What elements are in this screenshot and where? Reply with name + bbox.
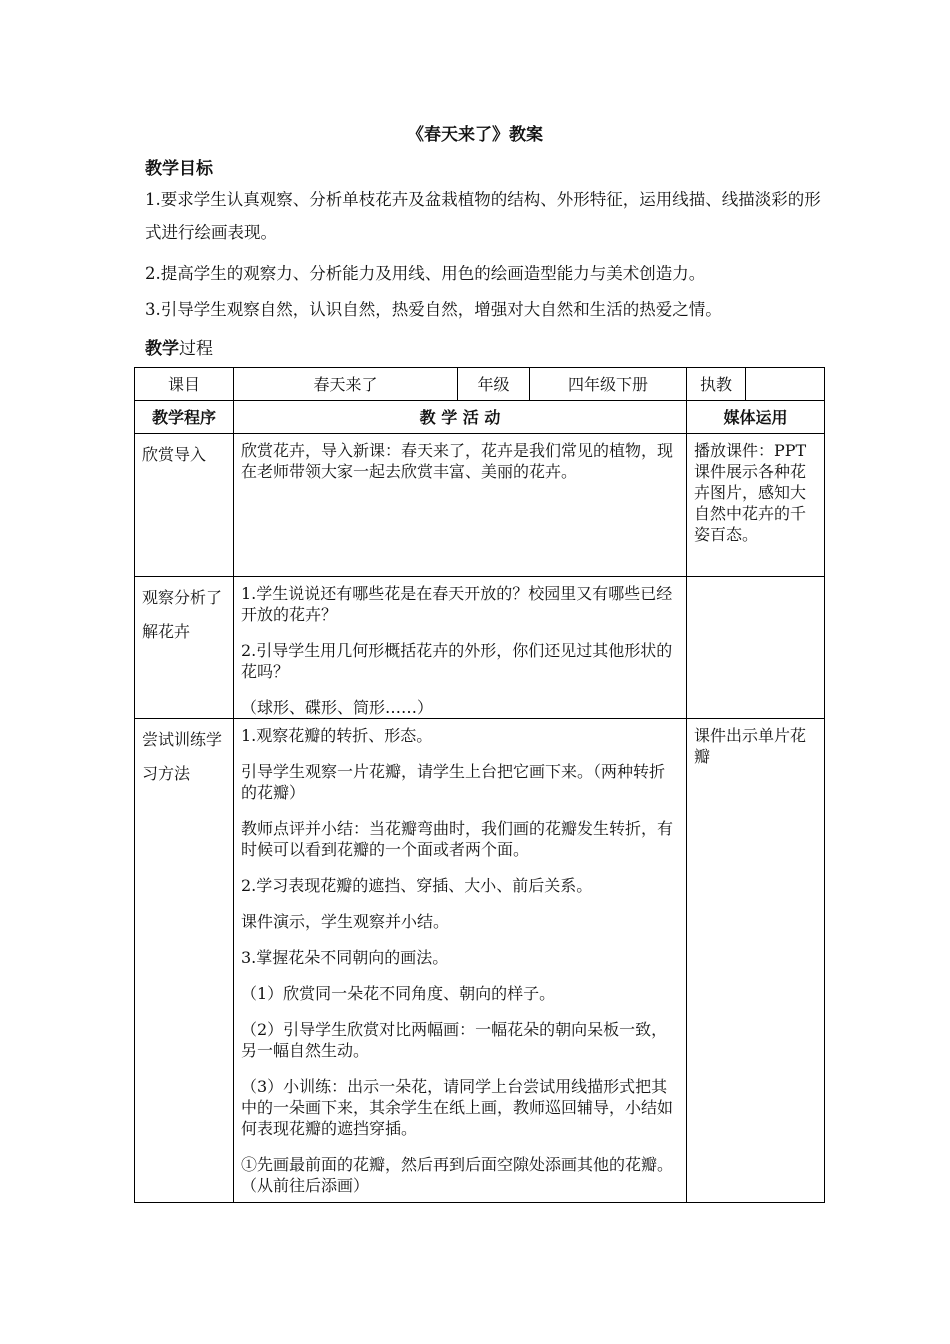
course-label: 课目: [135, 368, 234, 401]
info-row: [135, 368, 825, 401]
row-activities: [234, 434, 687, 577]
objective-item-1: 1.要求学生认真观察、分析单枝花卉及盆栽植物的结构、外形特征，运用线描、线描淡彩的形式进行绘画表现。: [145, 190, 821, 242]
document-title: 《春天来了》教案: [407, 125, 543, 145]
media-text: 课件出示单片花瓣: [694, 726, 807, 766]
activity-text: 3.掌握花朵不同朝向的画法。: [241, 948, 449, 967]
activity-text: 欣赏花卉，导入新课：春天来了，花卉是我们常见的植物，现在老师带领大家一起去欣赏丰富、美丽的花卉。: [241, 441, 674, 481]
lesson-table: [134, 367, 825, 1203]
activity-text: （2）引导学生欣赏对比两幅画：一幅花朵的朝向呆板一致，另一幅自然生动。: [241, 1020, 668, 1060]
course-value: 春天来了: [234, 368, 458, 401]
activity-text: 教师点评并小结：当花瓣弯曲时，我们画的花瓣发生转折，有时候可以看到花瓣的一个面或者两个面。: [241, 819, 674, 859]
media-text: 播放课件：PPT课件展示各种花卉图片，感知大自然中花卉的千姿百态。: [694, 441, 807, 544]
activity-text: 2.学习表现花瓣的遮挡、穿插、大小、前后关系。: [241, 876, 593, 895]
activity-text: （球形、碟形、筒形……）: [241, 698, 434, 717]
header-media: 媒体运用: [687, 401, 825, 434]
table-row: [135, 719, 825, 1203]
activity-text: （3）小训练：出示一朵花，请同学上台尝试用线描形式把其中的一朵画下来，其余学生在纸上画，教师巡回辅导，小结如何表现花瓣的遮挡穿插。: [241, 1077, 674, 1138]
teacher-label: 执教: [687, 368, 746, 401]
activity-text: 1.观察花瓣的转折、形态。: [241, 726, 433, 745]
objectives-heading: 教学目标: [145, 159, 213, 179]
row-activities: [234, 577, 687, 719]
row-media: [687, 434, 825, 577]
header-row: [135, 401, 825, 434]
table-row: [135, 577, 825, 719]
row-label: 观察分析了解花卉: [135, 577, 234, 719]
grade-label: 年级: [458, 368, 530, 401]
teacher-value: [746, 368, 825, 401]
header-activity: 教 学 活 动: [234, 401, 687, 434]
activity-text: 课件演示，学生观察并小结。: [241, 912, 450, 931]
activity-text: （1）欣赏同一朵花不同角度、朝向的样子。: [241, 984, 556, 1003]
process-heading-bold: 教学: [145, 339, 179, 359]
activity-text: 2.引导学生用几何形概括花卉的外形，你们还见过其他形状的花吗？: [241, 641, 673, 681]
header-program: 教学程序: [135, 401, 234, 434]
objective-item-2: 2.提高学生的观察力、分析能力及用线、用色的绘画造型能力与美术创造力。: [145, 264, 706, 283]
row-activities: [234, 719, 687, 1203]
row-label: 欣赏导入: [135, 434, 234, 577]
objective-item-3: 3.引导学生观察自然，认识自然，热爱自然，增强对大自然和生活的热爱之情。: [145, 300, 722, 319]
activity-text: 引导学生观察一片花瓣，请学生上台把它画下来。（两种转折的花瓣）: [241, 762, 666, 802]
row-media: [687, 719, 825, 1203]
grade-value: 四年级下册: [530, 368, 687, 401]
row-media: [687, 577, 825, 719]
activity-text: 1.学生说说还有哪些花是在春天开放的？校园里又有哪些已经开放的花卉？: [241, 584, 673, 624]
table-row: [135, 434, 825, 577]
process-heading: [145, 334, 213, 359]
row-label: 尝试训练学习方法: [135, 719, 234, 1203]
process-heading-rest: 过程: [179, 339, 213, 359]
media-text: [694, 577, 817, 583]
activity-text: ①先画最前面的花瓣，然后再到后面空隙处添画其他的花瓣。（从前往后添画）: [241, 1155, 674, 1195]
